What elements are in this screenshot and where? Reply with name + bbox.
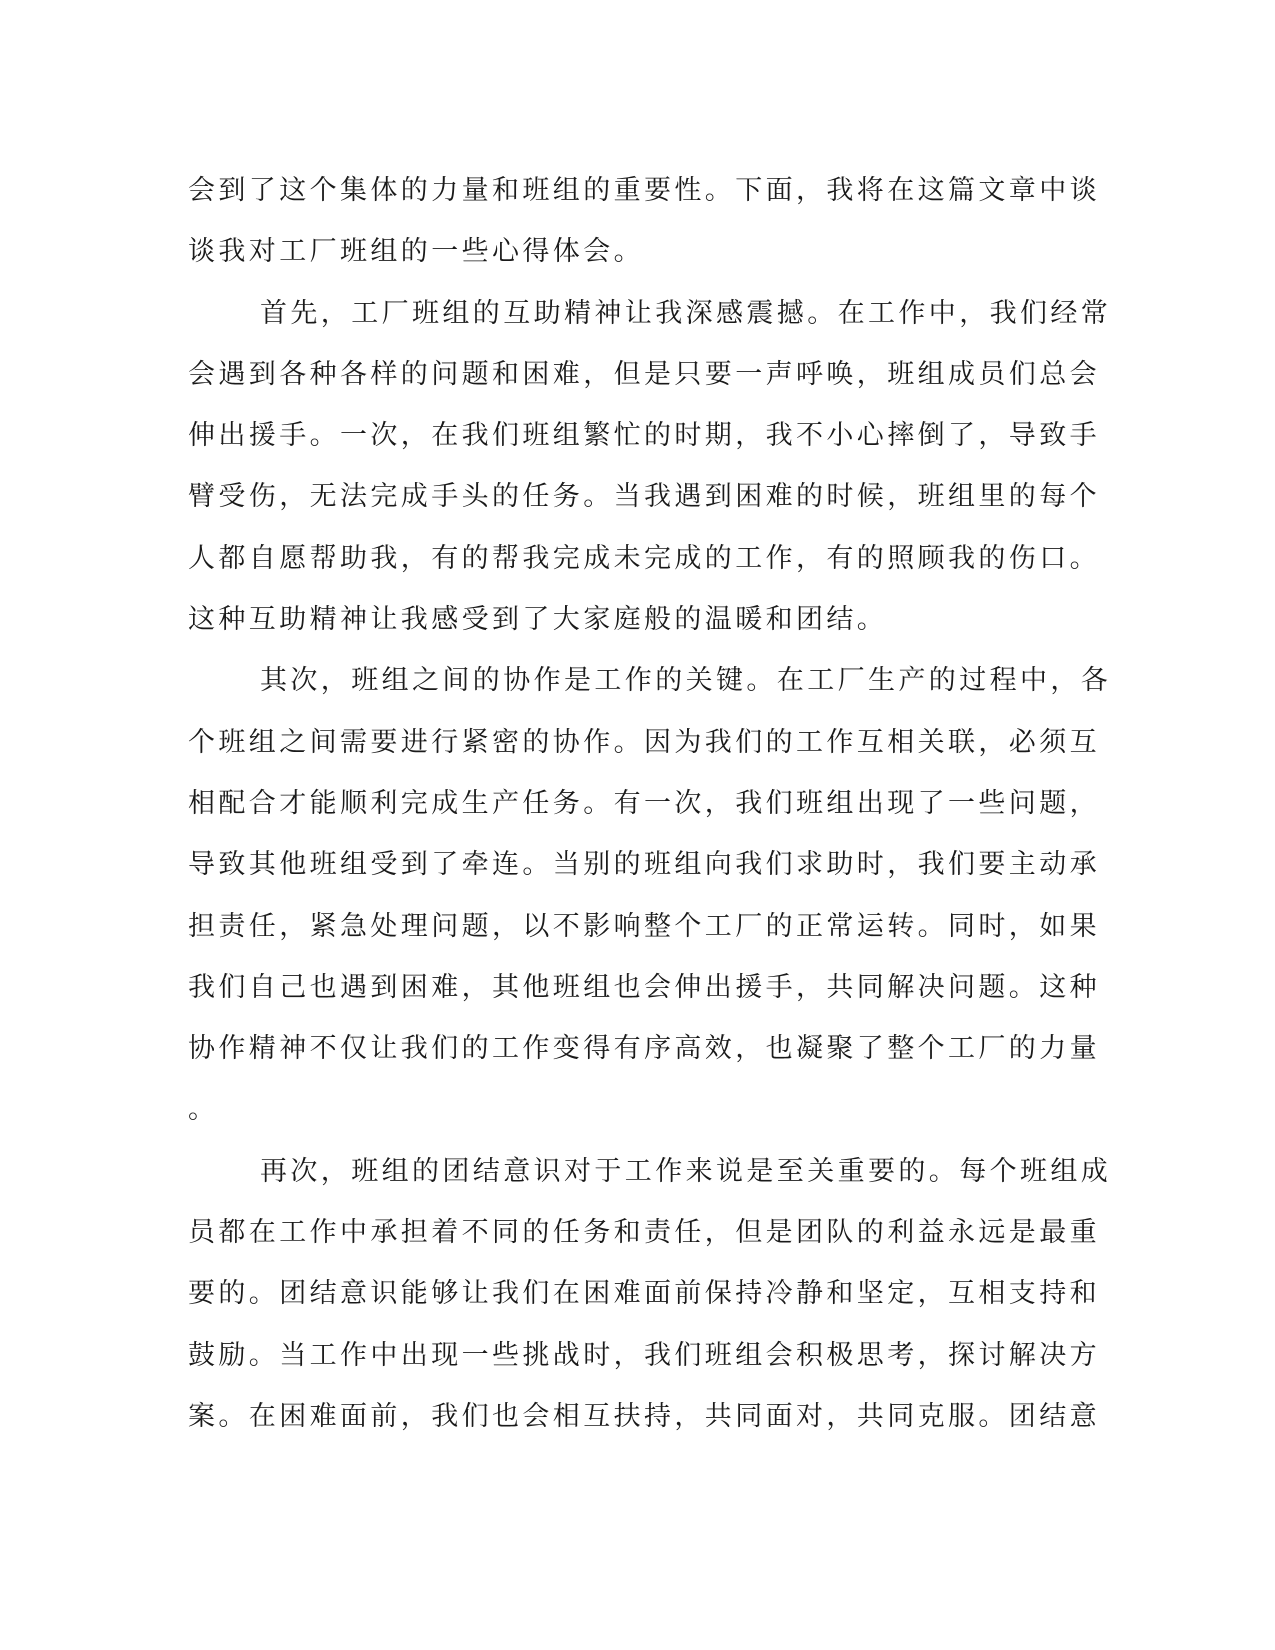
text-line: 个班组之间需要进行紧密的协作。因为我们的工作互相关联，必须互 [188,726,1100,758]
text-line: 员都在工作中承担着不同的任务和责任，但是团队的利益永远是最重 [188,1217,1100,1249]
paragraph-first-line: 再次，班组的团结意识对于工作来说是至关重要的。每个班组成 [260,1155,1112,1187]
text-line: 相配合才能顺利完成生产任务。有一次，我们班组出现了一些问题， [188,787,1100,819]
text-line: 伸出援手。一次，在我们班组繁忙的时期，我不小心摔倒了，导致手 [188,420,1100,452]
text-line: 这种互助精神让我感受到了大家庭般的温暖和团结。 [188,604,888,636]
text-line: 协作精神不仅让我们的工作变得有序高效，也凝聚了整个工厂的力量 [188,1033,1100,1065]
text-line: 臂受伤，无法完成手头的任务。当我遇到困难的时候，班组里的每个 [188,481,1100,513]
text-line: 我们自己也遇到困难，其他班组也会伸出援手，共同解决问题。这种 [188,971,1100,1003]
text-line: 人都自愿帮助我，有的帮我完成未完成的工作，有的照顾我的伤口。 [188,542,1100,574]
text-line: 案。在困难面前，我们也会相互扶持，共同面对，共同克服。团结意 [188,1400,1100,1432]
text-line: 要的。团结意识能够让我们在困难面前保持冷静和坚定，互相支持和 [188,1278,1100,1310]
text-line: 鼓励。当工作中出现一些挑战时，我们班组会积极思考，探讨解决方 [188,1339,1100,1371]
text-line: 会遇到各种各样的问题和困难，但是只要一声呼唤，班组成员们总会 [188,358,1100,390]
paragraph-first-line: 其次，班组之间的协作是工作的关键。在工厂生产的过程中，各 [260,665,1112,697]
document-body [188,160,1112,1447]
text-line: 。 [188,1094,219,1126]
paragraph-first-line: 首先，工厂班组的互助精神让我深感震撼。在工作中，我们经常 [260,297,1112,329]
text-line: 导致其他班组受到了牵连。当别的班组向我们求助时，我们要主动承 [188,849,1100,881]
text-line: 会到了这个集体的力量和班组的重要性。下面，我将在这篇文章中谈 [188,175,1100,206]
text-line: 谈我对工厂班组的一些心得体会。 [188,236,644,268]
text-line: 担责任，紧急处理问题，以不影响整个工厂的正常运转。同时，如果 [188,910,1100,942]
